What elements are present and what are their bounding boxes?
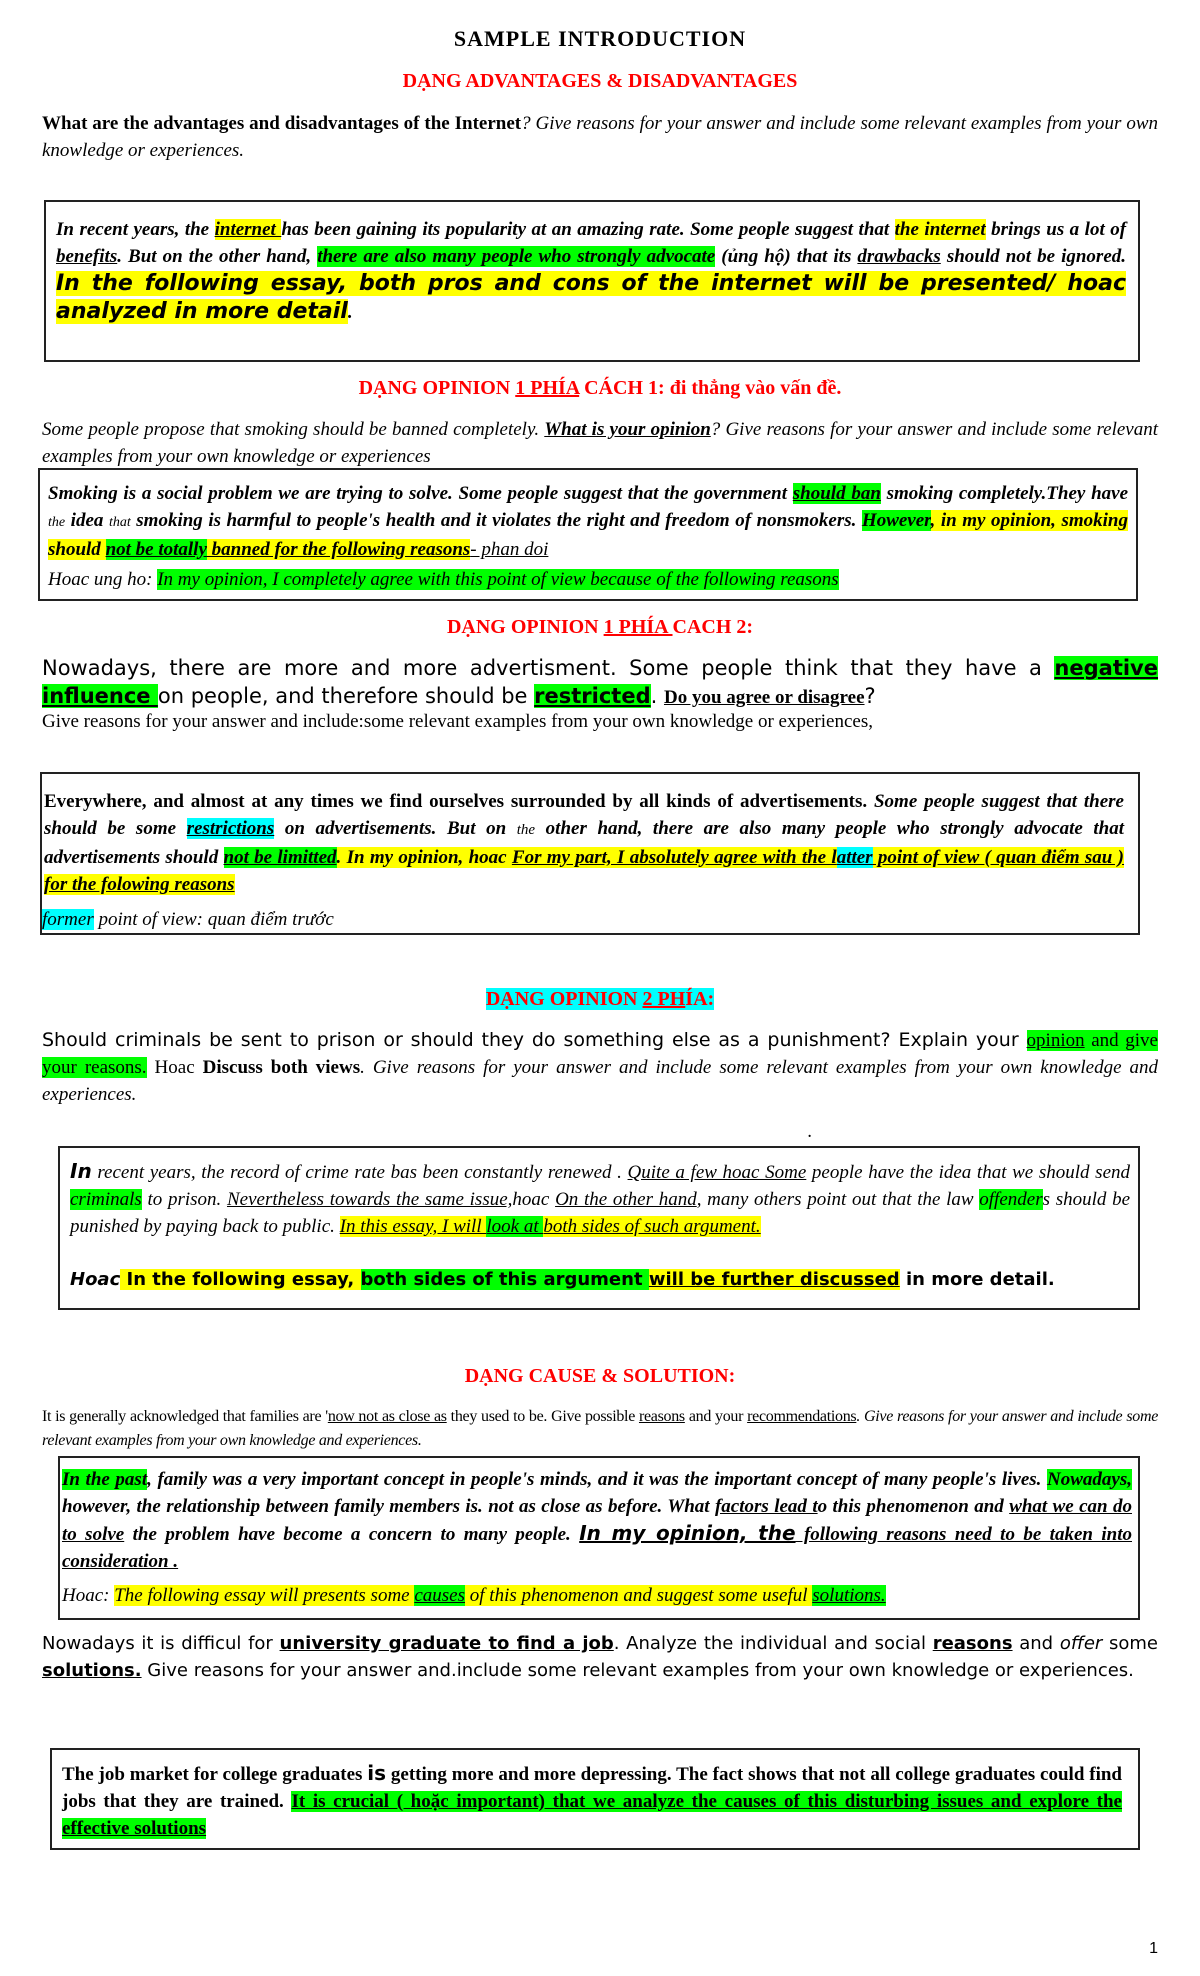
- sample-alt-line: former point of view: quan điểm trước: [42, 909, 334, 930]
- sample-text: The job market for college graduates is getting more and more depressing. The fact shows that not all college graduates could find jobs that they are trained. It is crucial ( hoặc important) that we analyze the causes of this disturbing issues and explore the effective solutions: [62, 1761, 1122, 1839]
- section-heading-opinion-1-way-2: DẠNG OPINION 1 PHÍA CACH 2:: [446, 616, 754, 638]
- section-heading-advantages: DẠNG ADVANTAGES & DISADVANTAGES: [402, 70, 798, 92]
- sample-box-smoking: [38, 468, 1138, 601]
- prompt-advantages: [42, 110, 1158, 164]
- page-number: 1: [1149, 1940, 1158, 1957]
- prompt-advertisement-instructions: Give reasons for your answer and include:some relevant examples from your own knowledge or experiences,: [42, 711, 873, 732]
- section-heading-opinion-1: DẠNG OPINION 1 PHÍA CÁCH 1: đi thẳng vào vấn đề.: [358, 377, 842, 399]
- prompt-criminals: Should criminals be sent to prison or should they do something else as a punishment? Explain your opinion and give your reasons. Hoac Discuss both views. Give reasons for your answer and include some relevant examples from your own knowledge and experiences.: [42, 1029, 1159, 1105]
- sample-text: In the past, family was a very important concept in people's minds, and it was the important concept of many people's lives. Nowadays, however, the relationship between family members is. not as close as before. What factors lead to this phenomenon and what we can do to solve the problem have become a concern to many people. In my opinion, the following reasons need to be taken into consideration .: [62, 1469, 1132, 1572]
- prompt-advertisement: Nowadays, there are more and more advertisment. Some people think that they have a negative influence on people, and therefore should be restricted. Do you agree or disagree?: [42, 656, 1158, 708]
- sample-text: In recent years, the internet has been gaining its popularity at an amazing rate. Some people suggest that the internet brings us a lot of benefits. But on the other hand, there are also many people who strongly advocate (ủng hộ) that its drawbacks should not be ignored. In the following essay, both pros and cons of the internet will be presented/ hoac analyzed in more detail.: [56, 219, 1127, 324]
- sample-text: Everywhere, and almost at any times we find ourselves surrounded by all kinds of advertisements. Some people suggest that there should be some restrictions on advertisements. But on the other hand, there are also many people who strongly advocate that advertisements should not be limitted. In my opinion, hoac For my part, I absolutely agree with the latter point of view ( quan điểm sau ) for the folowing reasons: [44, 791, 1125, 895]
- sample-box-family: [58, 1456, 1140, 1620]
- sample-alt-line: Hoac ung ho: In my opinion, I completely agree with this point of view because of the following reasons: [48, 569, 839, 590]
- sample-text: In recent years, the record of crime rate bas been constantly renewed . Quite a few hoac Some people have the idea that we should send criminals to prison. Nevertheless towards the same issue,hoac On the other hand, many others point out that the law offenders should be punished by paying back to public. In this essay, I will look at both sides of such argument.: [70, 1159, 1131, 1237]
- prompt-bold: What are the advantages and disadvantages of the Internet: [42, 113, 522, 134]
- sample-box-advantages: [44, 200, 1140, 362]
- sample-box-advertisement: [40, 772, 1140, 935]
- prompt-text: ? Give reasons for your answer and include some relevant examples from your own knowledge or experiences.: [42, 113, 1158, 161]
- stray-dot: .: [807, 1121, 812, 1142]
- prompt-family: It is generally acknowledged that families are 'now not as close as they used to be. Give possible reasons and your recommendations. Give reasons for your answer and include some relevant examples from your own knowledge and experiences.: [42, 1408, 1159, 1449]
- page-title: SAMPLE INTRODUCTION: [453, 26, 747, 51]
- section-heading-cause-solution: DẠNG CAUSE & SOLUTION:: [464, 1365, 736, 1387]
- sample-box-criminals: [58, 1146, 1140, 1310]
- sample-text: Smoking is a social problem we are trying to solve. Some people suggest that the government should ban smoking completely.They have the idea that smoking is harmful to people's health and it violates the right and freedom of nonsmokers. However, in my opinion, smoking should not be totally banned for the following reasons- phan doi: [48, 483, 1129, 560]
- sample-alt-line: Hoac In the following essay, both sides of this argument will be further discussed in more detail.: [70, 1269, 1055, 1290]
- prompt-smoking: Some people propose that smoking should be banned completely. What is your opinion? Give reasons for your answer and include some relevant examples from your own knowledge or experiences: [42, 419, 1158, 467]
- sample-box-graduates: [50, 1748, 1140, 1850]
- sample-alt-line: Hoac: The following essay will presents some causes of this phenomenon and suggest some useful solutions.: [62, 1585, 886, 1606]
- section-heading-opinion-2: DẠNG OPINION 2 PHÍA:: [485, 988, 715, 1010]
- prompt-graduates: Nowadays it is difficul for university graduate to find a job. Analyze the individual and social reasons and offer some solutions. Give reasons for your answer and.include some relevant examples from your own knowledge or experiences.: [42, 1633, 1158, 1681]
